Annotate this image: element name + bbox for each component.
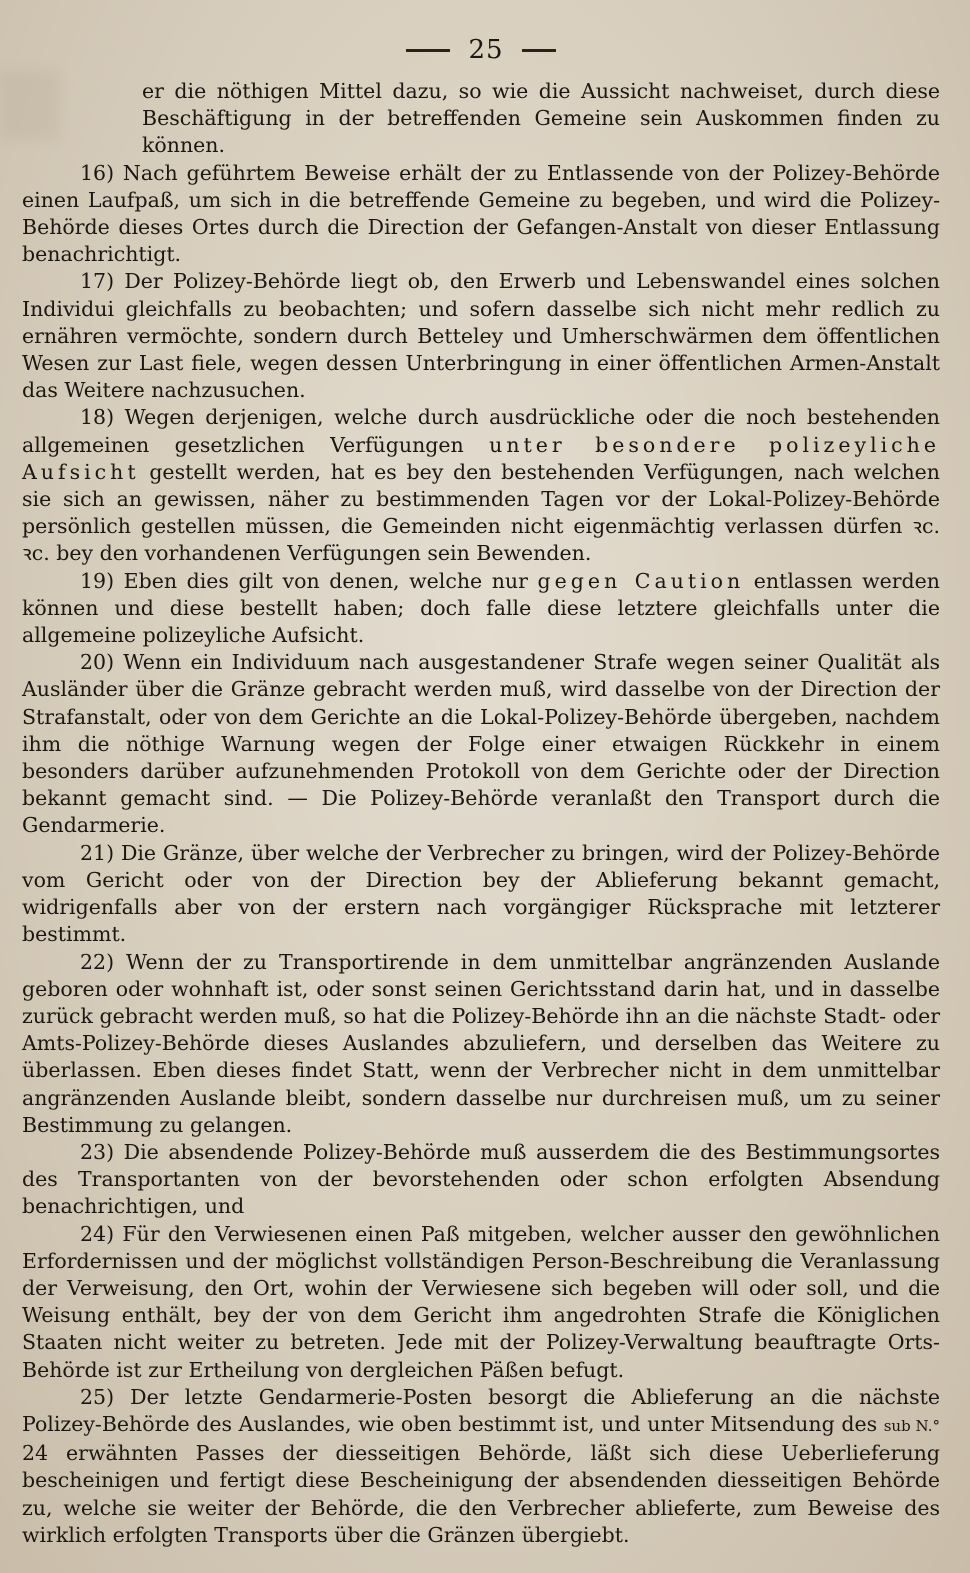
paragraph-21: 21) Die Gränze, über welche der Verbrecher zu bringen, wird der Polizey-Behörde vom Gericht oder von der Direction bey der Ablieferung bekannt gemacht, widrigenfalls aber von der erstern nach vorgängiger Rücksprache mit letzterer bestimmt. (22, 840, 940, 947)
document-page (22, 28, 940, 1558)
paragraph-25-part-b: 24 erwähnten Passes der diesseitigen Behörde, läßt sich diese Ueberlieferung bescheinigen und fertigt diese Bescheinigung der absendenden diesseitigen Behörde zu, welche sie weiter der Behörde, die den Verbrecher ablieferte, zum Beweise des wirklich erfolgten Transports über die Gränzen übergiebt. (22, 1441, 940, 1547)
page-header (22, 28, 940, 72)
paragraph-25-sub: sub N.° (883, 1416, 940, 1435)
paragraph-25-part-a: 25) Der letzte Gendarmerie-Posten besorgt die Ablieferung an die nächste Polizey-Behörde des Auslandes, wie oben bestimmt ist, und unter Mitsendung des (22, 1384, 940, 1436)
page-number: 25 (468, 35, 504, 65)
body-text (22, 78, 940, 1549)
paragraph-22: 22) Wenn der zu Transportirende in dem unmittelbar angränzenden Auslande geboren oder wohnhaft ist, oder sonst seinen Gerichtsstand darin hat, und in dasselbe zurück gebracht werden muß, so hat die Polizey-Behörde ihn an die nächste Stadt- oder Amts-Polizey-Behörde dieses Auslandes abzuliefern, und derselben das Weitere zu überlassen. Eben dieses findet Statt, wenn der Verbrecher nicht in dem unmittelbar angränzenden Auslande bleibt, sondern dasselbe nur durchreisen muß, um zu seiner Bestimmung zu gelangen. (22, 949, 940, 1137)
paragraph-19-part-a: 19) Eben dies gilt von denen, welche nur (80, 568, 538, 593)
paragraph-18-part-a: 18) Wegen derjenigen, welche durch ausdrückliche oder die noch bestehenden allgemeinen gesetzlichen Verfügungen (22, 405, 940, 457)
paragraph-20: 20) Wenn ein Individuum nach ausgestandener Strafe wegen seiner Qualität als Ausländer über die Gränze gebracht werden muß, wird dasselbe von der Direction der Strafanstalt, oder von dem Gerichte an die Lokal-Polizey-Behörde übergeben, nachdem ihm die nöthige Warnung wegen der Folge einer etwaigen Rückkehr in einem besonders darüber aufzunehmenden Protokoll von dem Gerichte oder der Direction bekannt gemacht sind. — Die Polizey-Behörde veranlaßt den Transport durch die Gendarmerie. (22, 650, 940, 838)
paragraph-continuation: er die nöthigen Mittel dazu, so wie die Aussicht nachweiset, durch diese Beschäftigung in der betreffenden Gemeine sein Auskommen finden zu können. (142, 79, 940, 158)
paragraph-17: 17) Der Polizey-Behörde liegt ob, den Erwerb und Lebenswandel eines solchen Individui gleichfalls zu beobachten; und sofern dasselbe sich nicht mehr redlich zu ernähren vermöchte, sondern durch Betteley und Umherschwärmen dem öffentlichen Wesen zur Last fiele, wegen dessen Unterbringung in einer öffentlichen Armen-Anstalt das Weitere nachzusuchen. (22, 269, 940, 403)
paragraph-25 (22, 1384, 940, 1549)
paragraph-18 (22, 404, 940, 567)
header-rule-right (522, 49, 556, 52)
header-rule-left (406, 49, 450, 52)
paragraph-24: 24) Für den Verwiesenen einen Paß mitgeben, welcher ausser den gewöhnlichen Erfordernissen und der möglichst vollständigen Person-Beschreibung die Veranlassung der Verweisung, den Ort, wohin der Verwiesene sich begeben will oder soll, und die Weisung enthält, bey der von dem Gericht ihm angedrohten Strafe die Königlichen Staaten nicht weiter zu betreten. Jede mit der Polizey-Verwaltung beauftragte Orts-Behörde ist zur Ertheilung von dergleichen Päßen befugt. (22, 1221, 940, 1382)
paragraph-18-part-b: gestellt werden, hat es bey den bestehenden Verfügungen, nach welchen sie sich an gewissen, näher zu bestimmenden Tagen vor der Lokal-Polizey-Behörde persönlich gestellen müssen, die Gemeinden nicht eigenmächtig verlassen dürfen ꝛc. ꝛc. bey den vorhandenen Verfügungen sein Bewenden. (22, 459, 940, 566)
paragraph-23: 23) Die absendende Polizey-Behörde muß ausserdem die des Bestimmungsortes des Transportanten von der bevorstehenden oder schon erfolgten Absendung benachrichtigen, und (22, 1139, 940, 1219)
paragraph-19-spaced: gegen Caution (537, 568, 745, 593)
paragraph-19 (22, 568, 940, 650)
paragraph-18-spaced: unter besondere polizeyliche Aufsicht (22, 432, 940, 484)
paragraph-16: 16) Nach geführtem Beweise erhält der zu Entlassende von der Polizey-Behörde einen Laufpaß, um sich in die betreffende Gemeine zu begeben, und wird die Polizey-Behörde dieses Ortes durch die Direction der Gefangen-Anstalt von dieser Entlassung benachrichtigt. (22, 160, 940, 267)
paragraph-19-part-b: entlassen werden können und diese bestellt haben; doch falle diese letztere gleichfalls unter die allgemeine polizeyliche Aufsicht. (22, 568, 940, 648)
